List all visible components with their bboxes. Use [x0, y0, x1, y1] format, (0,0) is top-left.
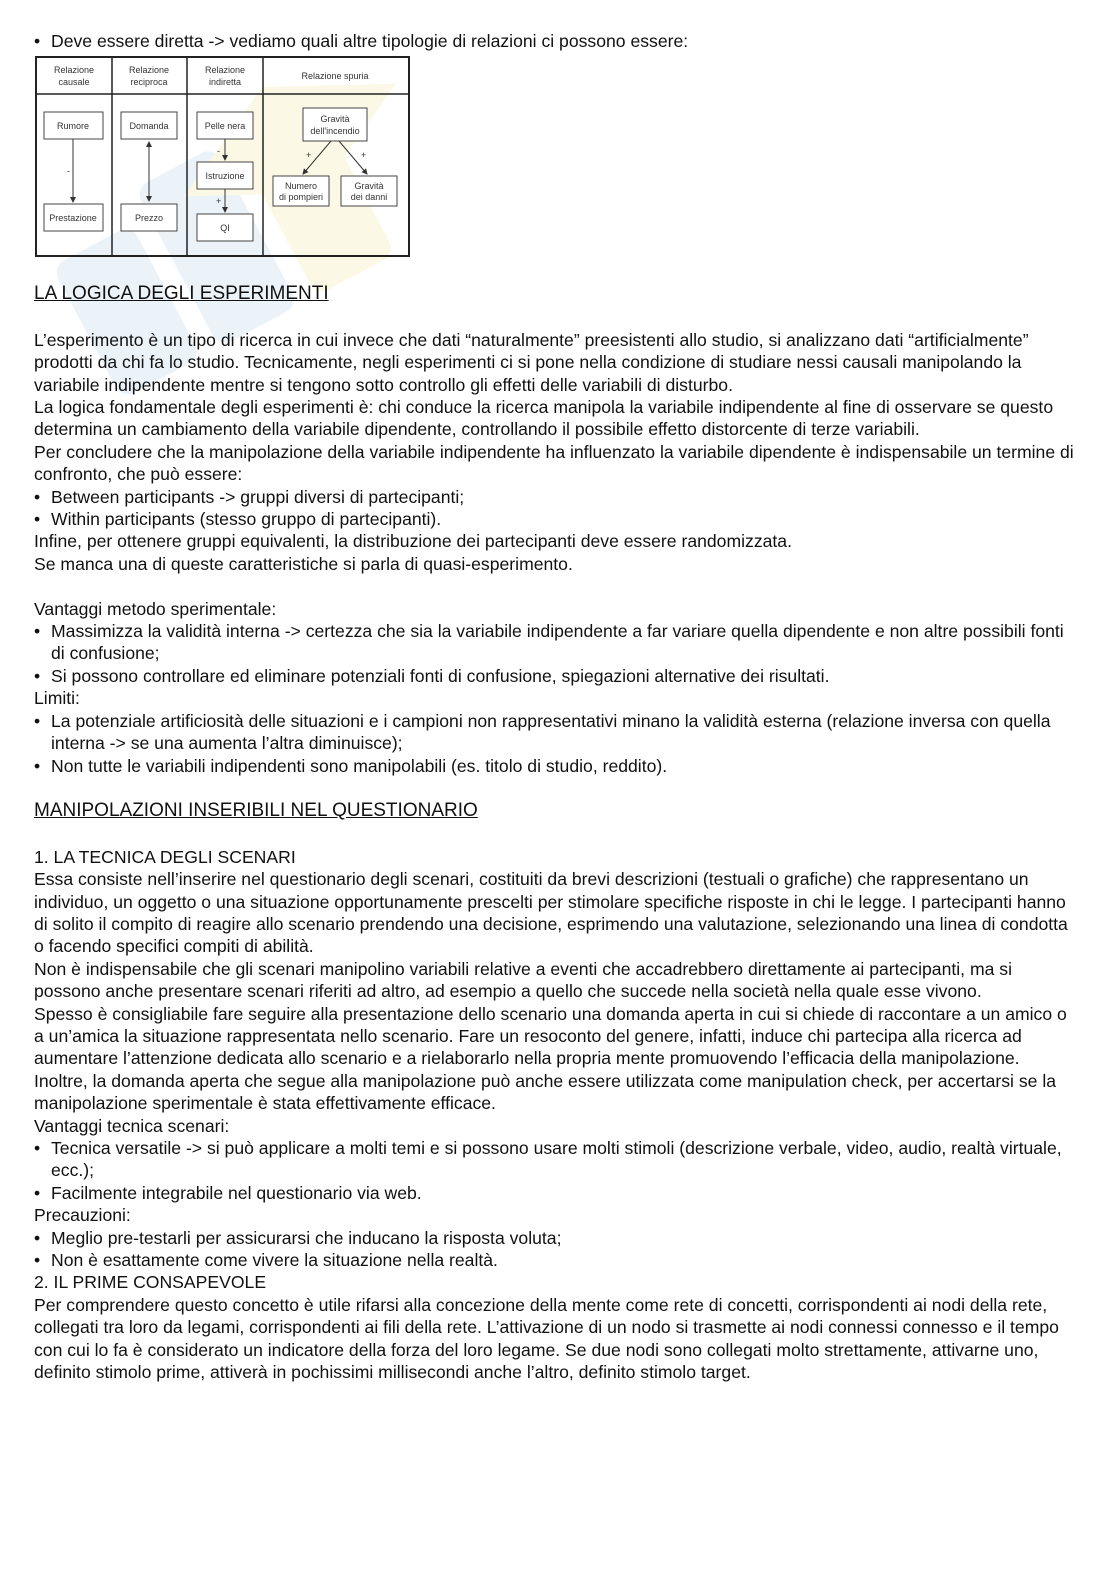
section1-advantage-1: • Massimizza la validità interna -> certezza che sia la variabile indipendente a far variare quella dipendente e non altre possibili fonti di confusione;	[34, 620, 1074, 665]
section1-bullet-between: • Between participants -> gruppi diversi di partecipanti;	[34, 486, 1074, 508]
section1-advantages-label: Vantaggi metodo sperimentale:	[34, 598, 277, 619]
section1-advantage-2: • Si possono controllare ed eliminare potenziali fonti di confusione, spiegazioni alternative dei risultati.	[34, 665, 1074, 687]
svg-text:reciproca: reciproca	[130, 77, 168, 88]
sign-causal: -	[67, 166, 70, 177]
relations-diagram	[35, 56, 411, 258]
svg-text:causale: causale	[58, 77, 90, 88]
section1-limit-2: • Non tutte le variabili indipendenti sono manipolabili (es. titolo di studio, reddito).	[34, 755, 1074, 777]
sign-spurious-right: +	[361, 150, 367, 161]
section2-advantages-label: Vantaggi tecnica scenari:	[34, 1115, 230, 1136]
section1-paragraph-5: Se manca una di queste caratteristiche si parla di quasi-esperimento.	[34, 553, 573, 574]
section1-limits-label: Limiti:	[34, 688, 80, 709]
section2-title: MANIPOLAZIONI INSERIBILI NEL QUESTIONARIO	[34, 800, 478, 822]
node-istruzione: Istruzione	[205, 171, 245, 182]
header-indirect: Relazione	[204, 65, 246, 76]
header-reciprocal: Relazione	[128, 65, 170, 76]
section1-bullet-within: • Within participants (stesso gruppo di partecipanti).	[34, 508, 1074, 530]
section2-paragraph-4: Per comprendere questo concetto è utile rifarsi alla concezione della mente come rete di concetti, corrispondenti ai nodi della rete, collegati tra loro da legami, corrispondenti ai fili della rete. L’attivazione di un nodo si trasmette ai nodi connessi connesso e il tempo con cui lo fa è considerato un indicatore della forza del loro legame. Se due nodi sono collegati molto strettamente, attivarne uno, definito stimolo prime, attiverà in pochissimi millisecondi anche l’altro, definito stimolo target.	[34, 1294, 1059, 1383]
node-gravita-incendio: Gravità	[320, 114, 350, 125]
section2-advantage-1: • Tecnica versatile -> si può applicare a molti temi e si possono usare molti stimoli (descrizione verbale, video, audio, realtà virtuale, ecc.);	[34, 1137, 1074, 1182]
section2-precaution-1: • Meglio pre-testarli per assicurarsi che inducano la risposta voluta;	[34, 1227, 1074, 1249]
sign-indirect-1: -	[217, 146, 220, 157]
section2-precaution-2: • Non è esattamente come vivere la situazione nella realtà.	[34, 1249, 1074, 1271]
svg-text:di pompieri: di pompieri	[278, 192, 324, 203]
section2-advantage-2: • Facilmente integrabile nel questionario via web.	[34, 1182, 1074, 1204]
svg-text:dei danni: dei danni	[350, 192, 388, 203]
node-numero-pompieri: Numero	[284, 181, 318, 192]
section2-paragraph-3: Spesso è consigliabile fare seguire alla presentazione dello scenario una domanda aperta in cui si chiede di raccontare a un amico o a un’amica la situazione rappresentata nello scenario. Fare un resoconto del genere, infatti, induce chi partecipa alla ricerca ad aumentare l’attenzione dedicata allo scenario e a rielaborarlo nella propria mente promuovendo l’efficacia della manipolazione. Inoltre, la domanda aperta che segue alla manipolazione può anche essere utilizzata come manipulation check, per accertarsi se la manipolazione sperimentale è stata effettivamente efficace.	[34, 1003, 1067, 1114]
section2-paragraph-2: Non è indispensabile che gli scenari manipolino variabili relative a eventi che accadrebbero direttamente ai partecipanti, ma si possono anche presentare scenari riferiti ad altro, ad esempio a quello che succede nella società nella quale esse vivono.	[34, 958, 1012, 1002]
node-prezzo: Prezzo	[134, 213, 164, 224]
node-domanda: Domanda	[129, 121, 169, 132]
svg-text:dell'incendio: dell'incendio	[310, 126, 360, 137]
intro-bullet: • Deve essere diretta -> vediamo quali altre tipologie di relazioni ci possono essere:	[34, 30, 1074, 52]
node-rumore: Rumore	[56, 121, 90, 132]
section1-paragraph-1: L’esperimento è un tipo di ricerca in cui invece che dati “naturalmente” preesistenti allo studio, si analizzano dati “artificialmente” prodotti da chi fa lo studio. Tecnicamente, negli esperimenti ci si pone nella condizione di studiare nessi causali manipolando la variabile indipendente mentre si tengono sotto controllo gli effetti delle variabili di disturbo.	[34, 329, 1029, 395]
section2-paragraph-1: Essa consiste nell’inserire nel questionario degli scenari, costituiti da brevi descrizioni (testuali o grafiche) che rappresentano un individuo, un oggetto o una situazione opportunamente prescelti per stimolare specifiche risposte in chi le legge. I partecipanti hanno di solito il compito di reagire allo scenario prendendo una decisione, esprimendo una valutazione, selezionando una linea di condotta o facendo specifici compiti di abilità.	[34, 869, 1068, 957]
node-gravita-danni: Gravità	[354, 181, 384, 192]
header-causal: Relazione	[53, 65, 95, 76]
node-qi: QI	[220, 223, 230, 234]
document-page	[34, 30, 1074, 1383]
section2-subtitle-1: 1. LA TECNICA DEGLI SCENARI	[34, 846, 296, 867]
section1-paragraph-4: Infine, per ottenere gruppi equivalenti, la distribuzione dei partecipanti deve essere randomizzata.	[34, 531, 792, 552]
sign-spurious-left: +	[306, 150, 312, 161]
section1-paragraph-3: Per concludere che la manipolazione della variabile indipendente ha influenzato la variabile dipendente è indispensabile un termine di confronto, che può essere:	[34, 441, 1074, 485]
sign-indirect-2: +	[216, 196, 222, 207]
node-prestazione: Prestazione	[49, 213, 97, 224]
header-spurious: Relazione spuria	[301, 71, 369, 82]
node-pelle-nera: Pelle nera	[204, 121, 246, 132]
section2-precautions-label: Precauzioni:	[34, 1205, 131, 1226]
svg-text:indiretta: indiretta	[208, 77, 242, 88]
section1-title: LA LOGICA DEGLI ESPERIMENTI	[34, 283, 329, 305]
section1-limit-1: • La potenziale artificiosità delle situazioni e i campioni non rappresentativi minano la validità esterna (relazione inversa con quella interna -> se una aumenta l’altra diminuisce);	[34, 710, 1074, 755]
section2-subtitle-2: 2. IL PRIME CONSAPEVOLE	[34, 1272, 267, 1293]
section1-paragraph-2: La logica fondamentale degli esperimenti è: chi conduce la ricerca manipola la variabile indipendente al fine di osservare se questo determina un cambiamento della variabile dipendente, controllando il possibile effetto distorcente di terze variabili.	[34, 397, 1054, 440]
